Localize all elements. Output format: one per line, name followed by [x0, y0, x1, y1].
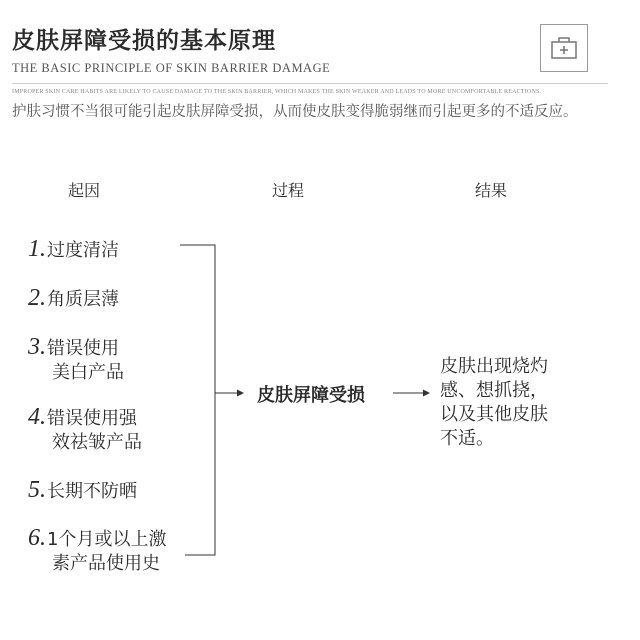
cause-number: 1. [28, 236, 46, 262]
bracket-line [180, 245, 215, 555]
cause-text-continued: 效祛皱产品 [52, 432, 142, 453]
cause-number: 4. [28, 404, 46, 430]
column-header-cause: 起因 [68, 181, 101, 200]
result-text [440, 355, 548, 451]
process-node: 皮肤屏障受损 [257, 385, 365, 406]
result-line: 感、想抓挠， [440, 380, 548, 401]
intro-text: 护肤习惯不当很可能引起皮肤屏障受损，从而使皮肤变得脆弱继而引起更多的不适反应。 [12, 104, 578, 120]
result-line: 皮肤出现烧灼 [440, 356, 548, 377]
cause-number: 3. [28, 334, 46, 360]
cause-number: 6. [28, 525, 46, 551]
cause-text: 长期不防晒 [47, 481, 137, 502]
cause-text: 错误使用强 [47, 408, 137, 429]
column-header-process: 过程 [272, 181, 305, 200]
cause-text-continued: 美白产品 [52, 362, 124, 383]
cause-number: 2. [28, 285, 46, 311]
english-subtitle: THE BASIC PRINCIPLE OF SKIN BARRIER DAMAGE [12, 61, 331, 75]
result-line: 以及其他皮肤 [440, 404, 548, 425]
cause-text: 角质层薄 [47, 289, 119, 310]
arrow-head-to-result [423, 390, 430, 397]
page-title: 皮肤屏障受损的基本原理 [12, 28, 276, 54]
column-header-result: 结果 [475, 181, 508, 200]
cause-text: 1个月或以上激 [47, 529, 167, 550]
arrow-head-to-process [237, 390, 244, 397]
cause-number: 5. [28, 477, 46, 503]
cause-text: 过度清洁 [47, 240, 119, 261]
cause-text-continued: 素产品使用史 [52, 553, 160, 574]
result-line: 不适。 [440, 428, 494, 449]
cause-text: 错误使用 [47, 338, 119, 359]
english-description: IMPROPER SKIN CARE HABITS ARE LIKELY TO CAUSE DAMAGE TO THE SKIN BARRIER, WHICH MAKES THE SKIN WEAKER AND LEADS TO MORE UNCOMFORTABLE REACTIONS. [12, 89, 542, 95]
